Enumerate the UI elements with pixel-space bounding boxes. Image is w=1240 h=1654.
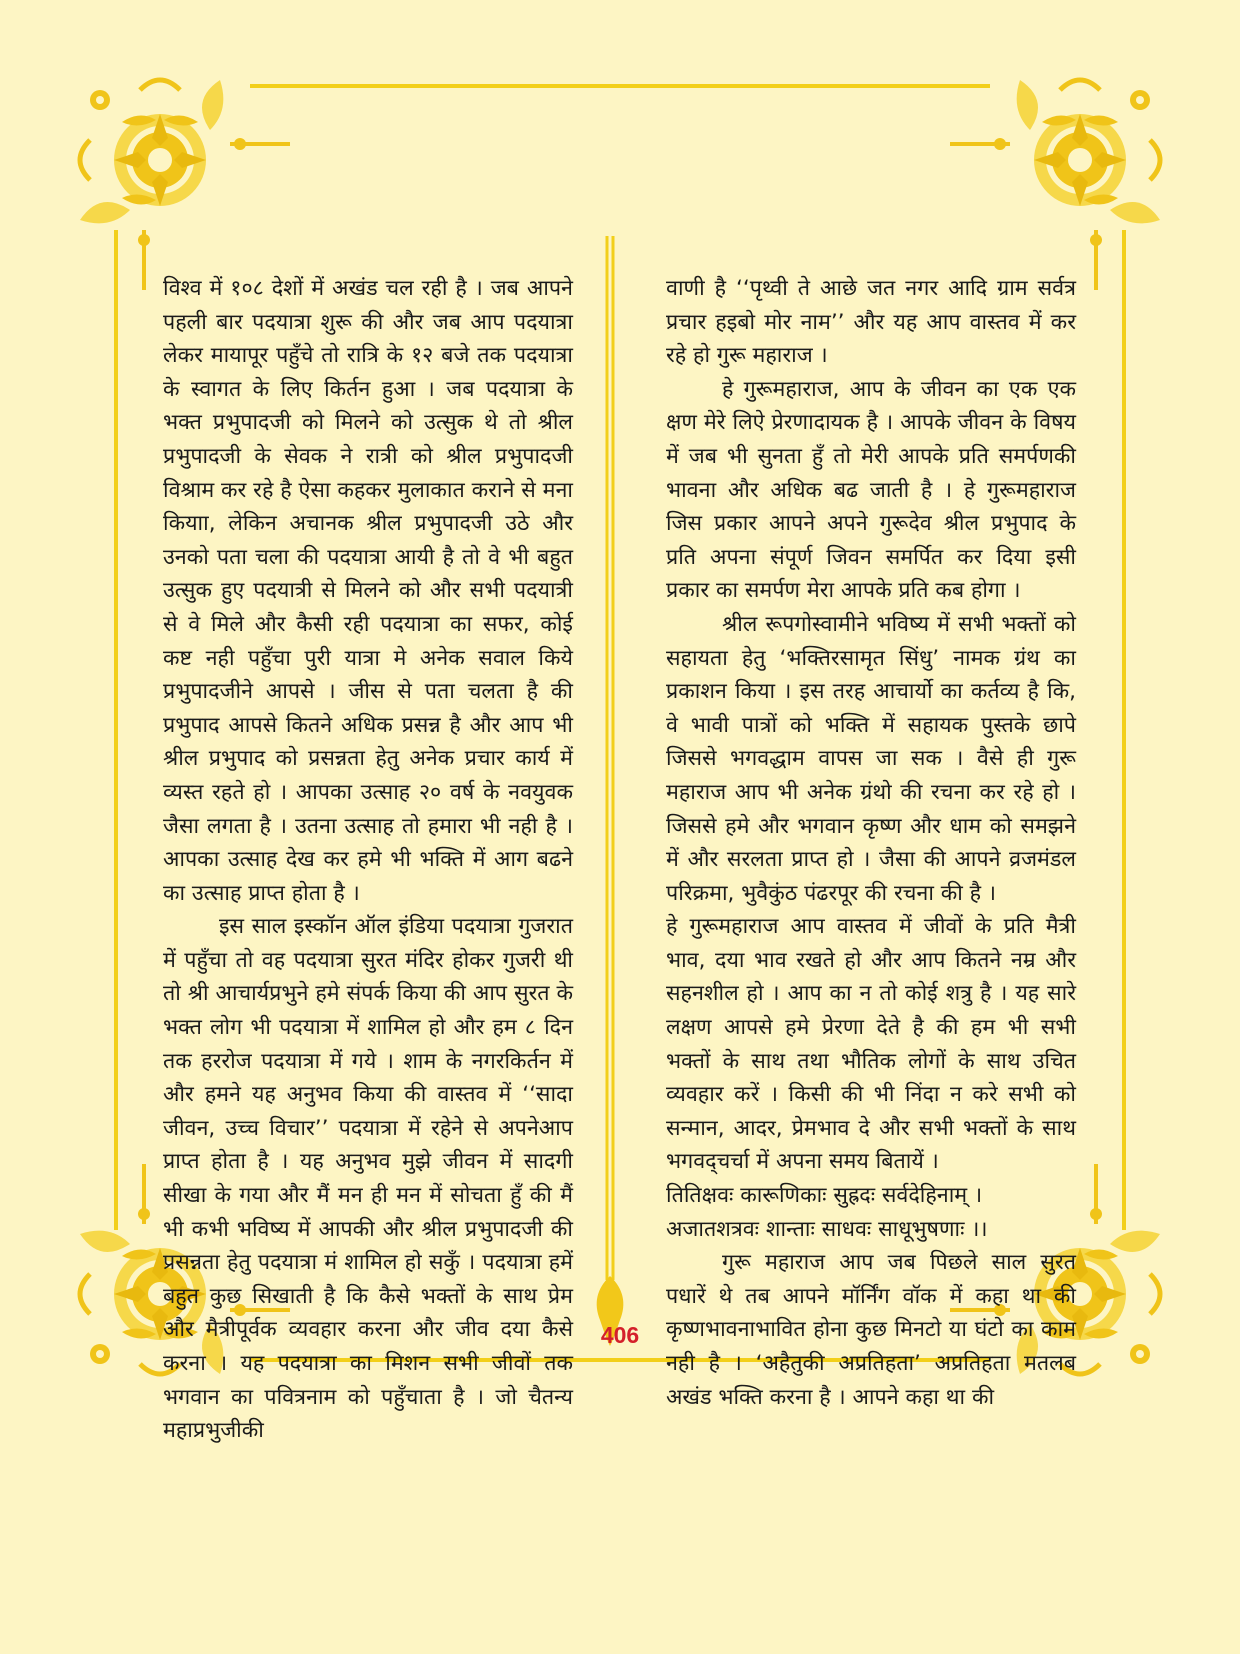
paragraph: विश्व में १०८ देशों में अखंड चल रही है । जब आपने पहली बार पदयात्रा शुरू की और जब आप पदयात्रा लेकर मायापूर पहुँचे तो रात्रि के १२ बजे तक पदयात्रा के स्वागत के लिए किर्तन हुआ । जब पदयात्रा के भक्त प्रभुपादजी को मिलने को उत्सुक थे तो श्रील प्रभुपादजी के सेवक ने रात्री को श्रील प्रभुपादजी विश्राम कर रहे है ऐसा कहकर मुलाकात कराने से मना कियाा, लेकिन अचानक श्रील प्रभुपादजी उठे और उनको पता चला की पदयात्रा आयी है तो वे भी बहुत उत्सुक हुए पदयात्री से मिलने को और सभी पदयात्री से वे मिले और कैसी रही पदयात्रा का सफर, कोई कष्ट नही पहुँचा पुरी यात्रा मे अनेक सवाल किये प्रभुपादजीने आपसे । जीस से पता चलता है की प्रभुपाद आपसे कितने अधिक प्रसन्न है और आप भी श्रील प्रभुपाद को प्रसन्नता हेतु अनेक प्रचार कार्य में व्यस्त रहते हो । आपका उत्साह २० वर्ष के नवयुवक जैसा लगता है । उतना उत्साह तो हमारा भी नही है । आपका उत्साह देख कर हमे भी भक्ति में आग बढने का उत्साह प्राप्त होता है । [163,276,573,906]
right-text-column [666,272,1076,1414]
paragraph: श्रील रूपगोस्वामीने भविष्य में सभी भक्तों को सहायता हेतु ‘भक्तिरसामृत सिंधु’ नामक ग्रंथ का प्रकाशन किया । इस तरह आचार्यो का कर्तव्य है कि, वे भावी पात्रों को भक्ति में सहायक पुस्तके छापे जिससे भगवद्धाम वापस जा सक । वैसे ही गुरू महाराज आप भी अनेक ग्रंथो की रचना कर रहे हो । जिससे हमे और भगवान कृष्ण और धाम को समझने में और सरलता प्राप्त हो । जैसा की आपने व्रजमंडल परिक्रमा, भुवैकुंठ पंढरपूर की रचना की है । [666,611,1076,906]
verse-line: अजातशत्रवः शान्ताः साधवः साधूभुषणाः ।। [666,1216,988,1242]
left-text-column [163,272,573,1448]
paragraph: वाणी है ‘‘पृथ्वी ते आछे जत नगर आदि ग्राम सर्वत्र प्रचार हइबो मोर नाम’’ और यह आप वास्तव में कर रहे हो गुरू महाराज । [666,276,1076,369]
paragraph: इस साल इस्कॉन ऑल इंडिया पदयात्रा गुजरात में पहुँचा तो वह पदयात्रा सुरत मंदिर होकर गुजरी थी तो श्री आचार्यप्रभुने हमे संपर्क किया की आप सुरत के भक्त लोग भी पदयात्रा में शामिल हो और हम ८ दिन तक हररोज पदयात्रा में गये । शाम के नगरकिर्तन में और हमने यह अनुभव किया की वास्तव में ‘‘सादा जीवन, उच्च विचार’’ पदयात्रा में रहेने से अपनेआप प्राप्त होता है । यह अनुभव मुझे जीवन में सादगी सीखा के गया और मैं मन ही मन में सोचता हुँ की मैं भी कभी भविष्य में आपकी और श्रील प्रभुपादजी की प्रसन्नता हेतु पदयात्रा मं शामिल हो सकुँ । पदयात्रा हमें बहुत कुछ सिखाती है कि कैसे भक्तों के साथ प्रेम और मैत्रीपूर्वक व्यवहार करना और जीव दया कैसे करना । यह पदयात्रा का मिशन सभी जीवों तक भगवान का पवित्रनाम को पहुँचाता है । जो चैतन्य महाप्रभुजीकी [163,914,573,1444]
page-number: 406 [600,1322,640,1348]
paragraph: हे गुरूमहाराज आप वास्तव में जीवों के प्रति मैत्री भाव, दया भाव रखते हो और आप कितने नम्र और सहनशील हो । आप का न तो कोई शत्रु है । यह सारे लक्षण आपसे हमे प्रेरणा देते है की हम भी सभी भक्तों के साथ तथा भौतिक लोगों के साथ उचित व्यवहार करें । किसी की भी निंदा न करे सभी को सन्मान, आदर, प्रेमभाव दे और सभी भक्तों के साथ भगवद्चर्चा में अपना समय बितायें । [666,914,1076,1175]
paragraph: हे गुरूमहाराज, आप के जीवन का एक एक क्षण मेरे लिऐ प्रेरणादायक है । आपके जीवन के विषय में जब भी सुनता हुँ तो मेरी आपके प्रति समर्पणकी भावना और अधिक बढ जाती है । हे गुरूमहाराज जिस प्रकार आपने अपने गुरूदेव श्रील प्रभुपाद के प्रति अपना संपूर्ण जिवन समर्पित कर दिया इसी प्रकार का समर्पण मेरा आपके प्रति कब होगा । [666,376,1076,604]
paragraph: गुरू महाराज आप जब पिछले साल सुरत पधारें थे तब आपने मॉर्निंग वॉक में कहा था की कृष्णभावनाभावित होना कुछ मिनटो या घंटो का काम नही है । ‘अहैतुकी अप्रतिहता’ अप्रतिहता मतलब अखंड भक्ति करना है । आपने कहा था की [666,1250,1076,1410]
verse-line: तितिक्षवः कारूणिकाः सुह्रदः सर्वदेहिनाम् । [666,1183,983,1209]
